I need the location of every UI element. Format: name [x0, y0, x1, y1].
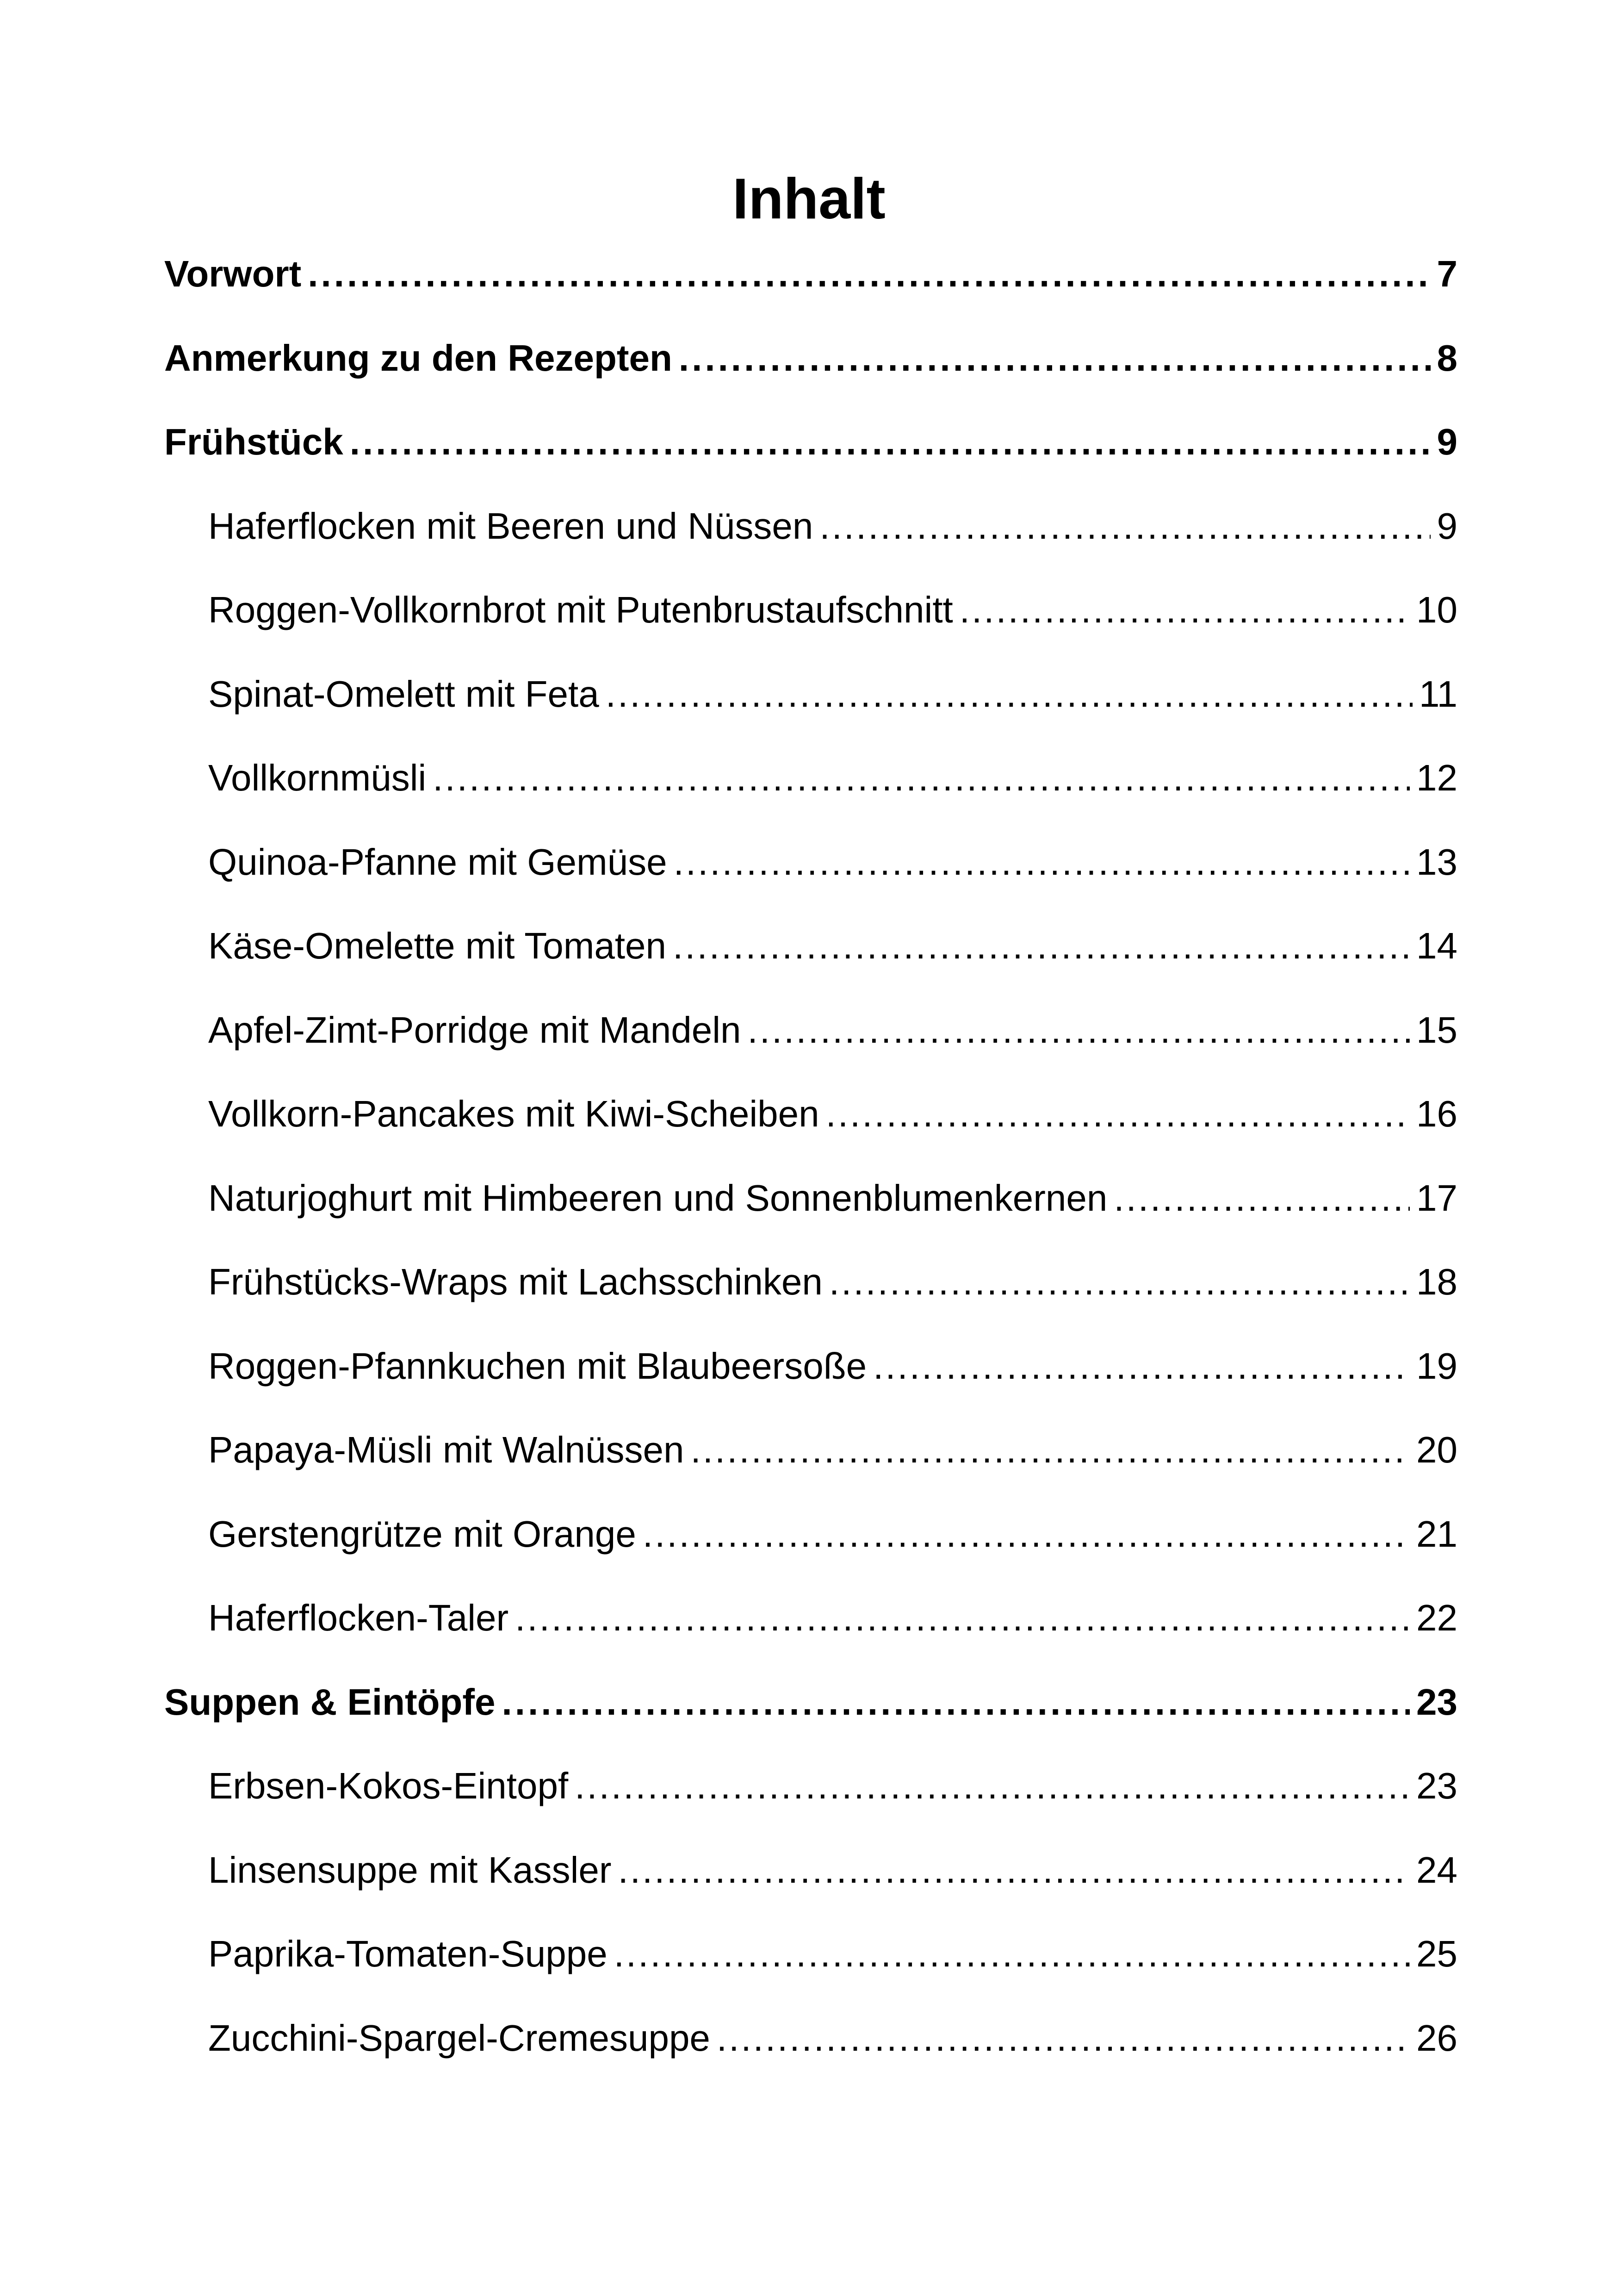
toc-recipe-entry[interactable] — [208, 582, 1457, 638]
toc-dot-leader — [873, 1338, 1410, 1394]
toc-page-number: 9 — [1437, 421, 1457, 462]
toc-recipe-entry[interactable] — [208, 1170, 1457, 1226]
toc-recipe-entry[interactable] — [208, 1422, 1457, 1478]
toc-dot-leader — [618, 1842, 1410, 1898]
toc-dot-leader — [502, 1674, 1410, 1730]
toc-entry-label: Zucchini-Spargel-Cremesuppe — [208, 2017, 710, 2059]
toc-recipe-entry[interactable] — [208, 1590, 1457, 1646]
toc-entry-label: Anmerkung zu den Rezepten — [164, 337, 672, 379]
toc-page-number: 11 — [1419, 673, 1457, 715]
toc-dot-leader — [350, 414, 1431, 470]
toc-page-number: 12 — [1416, 757, 1457, 798]
toc-entry-label: Vorwort — [164, 253, 302, 294]
toc-recipe-entry[interactable] — [208, 1338, 1457, 1394]
toc-page-number: 25 — [1416, 1933, 1457, 1974]
toc-dot-leader — [674, 834, 1410, 890]
toc-page-number: 13 — [1416, 841, 1457, 883]
toc-dot-leader — [643, 1506, 1410, 1562]
toc-dot-leader — [515, 1590, 1410, 1646]
toc-page-number: 14 — [1416, 925, 1457, 966]
toc-dot-leader — [614, 1926, 1410, 1982]
toc-recipe-entry[interactable] — [208, 1002, 1457, 1058]
toc-page-number: 23 — [1416, 1765, 1457, 1806]
toc-recipe-entry[interactable] — [208, 1842, 1457, 1898]
toc-dot-leader — [606, 666, 1413, 722]
toc-recipe-entry[interactable] — [208, 918, 1457, 974]
toc-page-number: 22 — [1416, 1597, 1457, 1638]
toc-page-number: 23 — [1416, 1681, 1457, 1723]
toc-dot-leader — [826, 1086, 1410, 1142]
toc-dot-leader — [691, 1422, 1410, 1478]
toc-chapter-entry[interactable] — [164, 246, 1457, 302]
toc-entry-label: Naturjoghurt mit Himbeeren und Sonnenblumenkernen — [208, 1177, 1108, 1219]
toc-page-number: 15 — [1416, 1009, 1457, 1051]
toc-entry-label: Roggen-Pfannkuchen mit Blaubeersoße — [208, 1345, 867, 1387]
toc-dot-leader — [1114, 1170, 1410, 1226]
toc-entry-label: Spinat-Omelett mit Feta — [208, 673, 599, 715]
toc-page-number: 8 — [1437, 337, 1457, 379]
toc-recipe-entry[interactable] — [208, 666, 1457, 722]
toc-recipe-entry[interactable] — [208, 1086, 1457, 1142]
toc-dot-leader — [673, 918, 1410, 974]
toc-recipe-entry[interactable] — [208, 750, 1457, 806]
toc-dot-leader — [819, 498, 1430, 554]
toc-entry-label: Erbsen-Kokos-Eintopf — [208, 1765, 569, 1806]
toc-dot-leader — [717, 2010, 1410, 2066]
toc-entry-label: Apfel-Zimt-Porridge mit Mandeln — [208, 1009, 741, 1051]
toc-recipe-entry[interactable] — [208, 834, 1457, 890]
toc-page-number: 26 — [1416, 2017, 1457, 2059]
toc-entry-label: Gerstengrütze mit Orange — [208, 1513, 636, 1555]
toc-dot-leader — [575, 1758, 1410, 1814]
toc-entry-label: Vollkorn-Pancakes mit Kiwi-Scheiben — [208, 1093, 819, 1134]
toc-entry-label: Käse-Omelette mit Tomaten — [208, 925, 667, 966]
toc-chapter-entry[interactable] — [164, 330, 1457, 386]
toc-page-number: 18 — [1416, 1261, 1457, 1302]
toc-chapter-entry[interactable] — [164, 414, 1457, 470]
toc-dot-leader — [433, 750, 1410, 806]
toc-page-number: 20 — [1416, 1429, 1457, 1470]
toc-entry-label: Frühstück — [164, 421, 343, 462]
toc-chapter-entry[interactable] — [164, 1674, 1457, 1730]
toc-page-number: 10 — [1416, 589, 1457, 630]
toc-entry-label: Linsensuppe mit Kassler — [208, 1849, 612, 1891]
page-title: Inhalt — [732, 167, 886, 231]
toc-dot-leader — [829, 1254, 1410, 1310]
toc-page-number: 21 — [1416, 1513, 1457, 1555]
toc-entry-label: Suppen & Eintöpfe — [164, 1681, 496, 1723]
toc-recipe-entry[interactable] — [208, 498, 1457, 554]
toc-page-number: 7 — [1437, 253, 1457, 294]
toc-page-number: 17 — [1416, 1177, 1457, 1219]
toc-page-number: 16 — [1416, 1093, 1457, 1134]
toc-page-number: 24 — [1416, 1849, 1457, 1891]
toc-dot-leader — [747, 1002, 1410, 1058]
toc-entry-label: Haferflocken mit Beeren und Nüssen — [208, 505, 813, 547]
toc-entry-label: Haferflocken-Taler — [208, 1597, 509, 1638]
toc-entry-label: Vollkornmüsli — [208, 757, 427, 798]
toc-entry-label: Paprika-Tomaten-Suppe — [208, 1933, 608, 1974]
toc-dot-leader — [679, 330, 1431, 386]
toc-recipe-entry[interactable] — [208, 2010, 1457, 2066]
toc-page-number: 9 — [1437, 505, 1457, 547]
toc-recipe-entry[interactable] — [208, 1506, 1457, 1562]
toc-recipe-entry[interactable] — [208, 1254, 1457, 1310]
toc-entry-label: Frühstücks-Wraps mit Lachsschinken — [208, 1261, 823, 1302]
toc-entry-label: Papaya-Müsli mit Walnüssen — [208, 1429, 684, 1470]
toc-recipe-entry[interactable] — [208, 1926, 1457, 1982]
toc-dot-leader — [960, 582, 1410, 638]
toc-page-number: 19 — [1416, 1345, 1457, 1387]
toc-entry-label: Roggen-Vollkornbrot mit Putenbrustaufschnitt — [208, 589, 953, 630]
toc-dot-leader — [308, 246, 1430, 302]
toc-entry-label: Quinoa-Pfanne mit Gemüse — [208, 841, 667, 883]
toc-recipe-entry[interactable] — [208, 1758, 1457, 1814]
